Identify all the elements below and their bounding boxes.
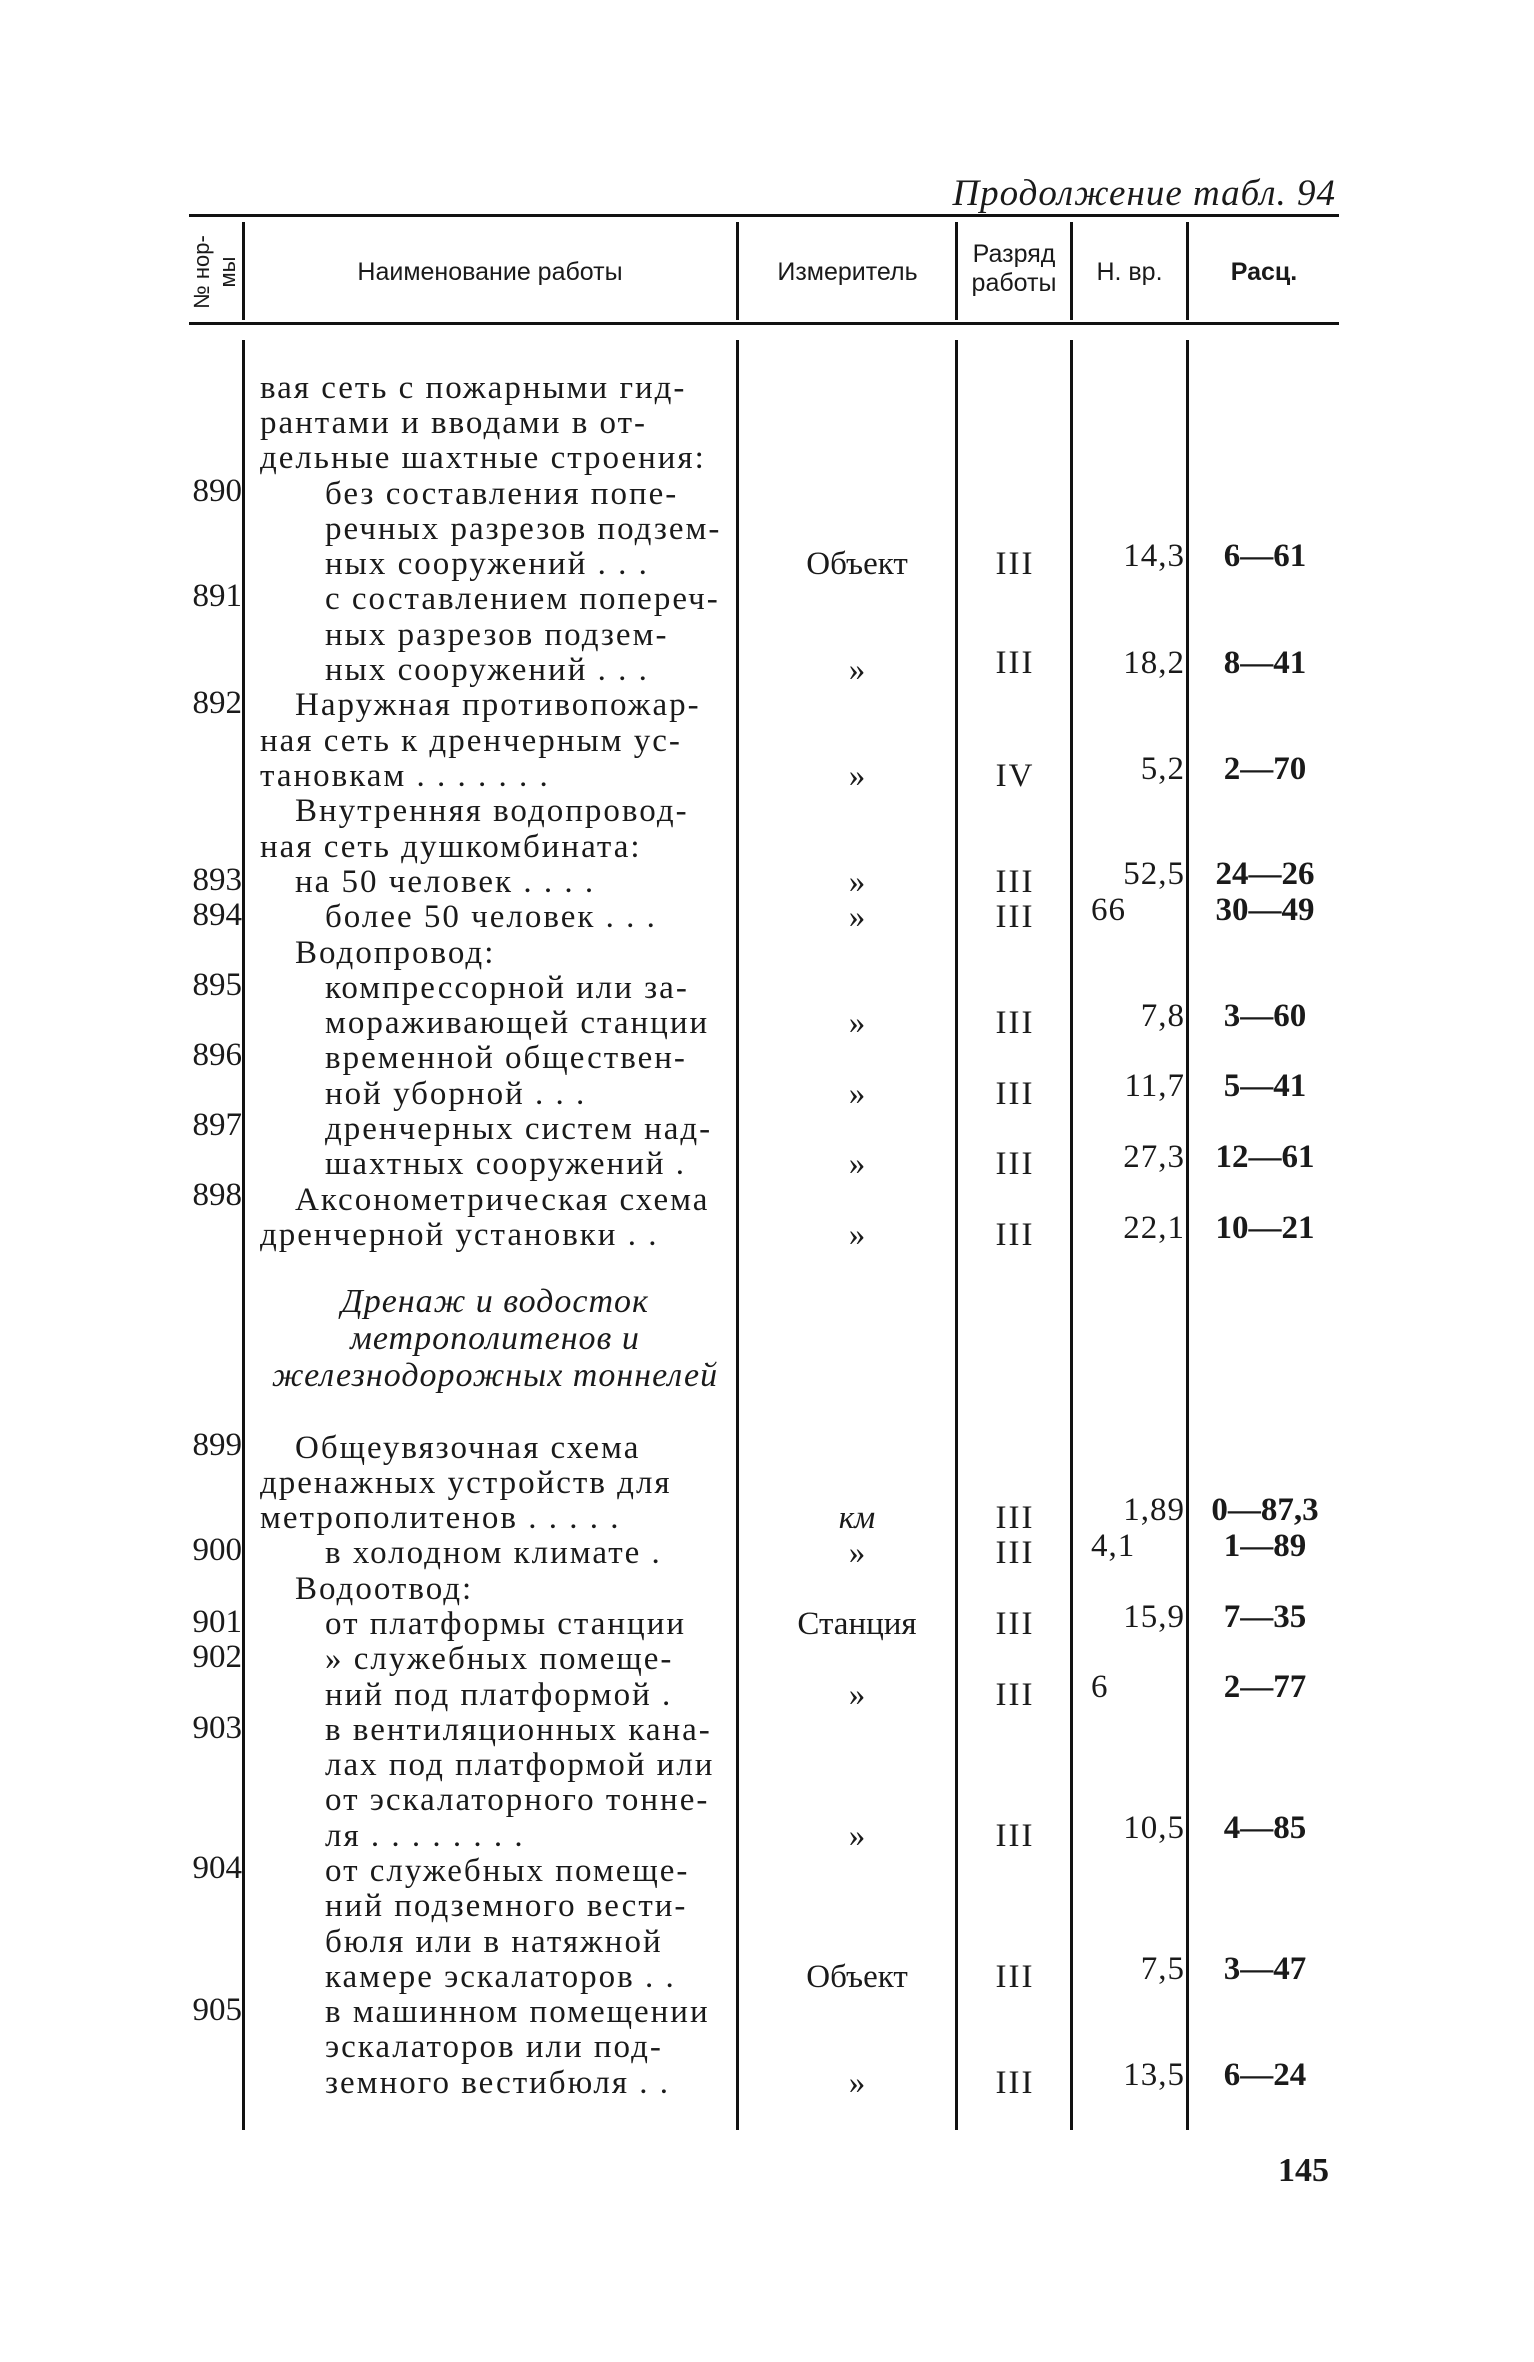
work-name-line: Наружная противопожар- xyxy=(295,687,701,723)
pay-cell: 12—61 xyxy=(1215,1139,1315,1175)
measure-cell: Объект xyxy=(806,546,908,582)
header-norm-number: № нор- мы xyxy=(189,235,240,309)
norm-number: 893 xyxy=(192,862,242,898)
work-name-line: компрессорной или за- xyxy=(325,970,689,1006)
work-name-line: ная сеть душкомбината: xyxy=(260,829,642,865)
work-name-line: » служебных помеще- xyxy=(325,1641,674,1677)
norm-number: 897 xyxy=(192,1107,242,1143)
work-name-line: эскалаторов или под- xyxy=(325,2029,663,2065)
pay-cell: 3—47 xyxy=(1223,1951,1307,1987)
hours-cell: 52,5 xyxy=(1123,856,1185,892)
work-name-line: ной уборной . . . xyxy=(325,1076,587,1112)
measure-cell: » xyxy=(848,2065,866,2101)
norm-number: 903 xyxy=(192,1710,242,1746)
work-name-line: временной обществен- xyxy=(325,1040,687,1076)
hours-cell: 15,9 xyxy=(1123,1599,1185,1635)
hours-cell: 66 xyxy=(1091,892,1126,928)
rank-cell: III xyxy=(995,1005,1035,1041)
work-name-line: ная сеть к дренчерным ус- xyxy=(260,723,682,759)
norm-number: 895 xyxy=(192,967,242,1003)
measure-cell: » xyxy=(848,1146,866,1182)
rank-cell: III xyxy=(995,1677,1035,1713)
work-name-line: земного вестибюля . . xyxy=(325,2065,671,2101)
rank-cell: III xyxy=(995,645,1035,681)
work-name-line: шахтных сооружений . xyxy=(325,1146,687,1182)
measure-cell: » xyxy=(848,1535,866,1571)
norm-number: 898 xyxy=(192,1177,242,1213)
hours-cell: 22,1 xyxy=(1123,1210,1185,1246)
work-name-line: Аксонометрическая схема xyxy=(295,1182,710,1218)
rank-cell: III xyxy=(995,1500,1035,1536)
pay-cell: 7—35 xyxy=(1223,1599,1307,1635)
measure-cell: » xyxy=(848,1217,866,1253)
hours-cell: 11,7 xyxy=(1124,1068,1185,1104)
norm-number: 892 xyxy=(192,685,242,721)
pay-cell: 6—61 xyxy=(1223,538,1307,574)
measure-cell: » xyxy=(848,1818,866,1854)
hours-cell: 7,8 xyxy=(1140,998,1185,1034)
pay-cell: 30—49 xyxy=(1215,892,1315,928)
work-name-line: бюля или в натяжной xyxy=(325,1924,663,1960)
rank-cell: III xyxy=(995,1146,1035,1182)
work-name-line: ных сооружений . . . xyxy=(325,652,649,688)
norm-number: 896 xyxy=(192,1037,242,1073)
hours-cell: 7,5 xyxy=(1140,1951,1185,1987)
header-work-name: Наименование работы xyxy=(357,258,623,286)
work-name-line: ля . . . . . . . . xyxy=(325,1818,525,1854)
work-name-line: с составлением попереч- xyxy=(325,581,720,617)
measure-cell: » xyxy=(848,1076,866,1112)
work-name-line: речных разрезов подзем- xyxy=(325,511,722,547)
rank-cell: III xyxy=(995,1959,1035,1995)
measure-cell: » xyxy=(848,1005,866,1041)
work-name-line: в вентиляционных кана- xyxy=(325,1712,712,1748)
rank-cell: III xyxy=(995,1076,1035,1112)
pay-cell: 6—24 xyxy=(1223,2057,1307,2093)
pay-cell: 0—87,3 xyxy=(1211,1492,1319,1528)
measure-cell: » xyxy=(848,652,866,688)
pay-cell: 3—60 xyxy=(1223,998,1307,1034)
norm-number: 894 xyxy=(192,897,242,933)
work-name-line: камере эскалаторов . . xyxy=(325,1959,676,1995)
rank-cell: III xyxy=(995,1818,1035,1854)
hours-cell: 1,89 xyxy=(1123,1492,1185,1528)
work-name-line: мораживающей станции xyxy=(325,1005,710,1041)
work-name-line: без составления попе- xyxy=(325,476,679,512)
work-name-line: ний подземного вести- xyxy=(325,1888,688,1924)
hours-cell: 18,2 xyxy=(1123,645,1185,681)
work-name-line: на 50 человек . . . . xyxy=(295,864,596,900)
norm-number: 899 xyxy=(192,1427,242,1463)
work-name-line: в машинном помещении xyxy=(325,1994,710,2030)
measure-cell: » xyxy=(848,1677,866,1713)
norm-number: 890 xyxy=(192,473,242,509)
rank-cell: III xyxy=(995,864,1035,900)
work-name-line: Водоотвод: xyxy=(295,1571,474,1607)
rank-cell: III xyxy=(995,546,1035,582)
pay-cell: 24—26 xyxy=(1215,856,1315,892)
section-heading-line: железнодорожных тоннелей xyxy=(271,1357,719,1394)
work-name-line: ных разрезов подзем- xyxy=(325,617,669,653)
work-name-line: от эскалаторного тонне- xyxy=(325,1782,710,1818)
norm-number: 902 xyxy=(192,1639,242,1675)
work-name-line: ний под платформой . xyxy=(325,1677,673,1713)
norm-number: 891 xyxy=(192,578,242,614)
pay-cell: 10—21 xyxy=(1215,1210,1315,1246)
pay-cell: 1—89 xyxy=(1223,1528,1307,1564)
work-name-line: от служебных помеще- xyxy=(325,1853,690,1889)
measure-cell: » xyxy=(848,758,866,794)
measure-cell: » xyxy=(848,899,866,935)
norm-number: 904 xyxy=(192,1850,242,1886)
column-divider xyxy=(736,340,739,2130)
section-heading-line: Дренаж и водосток xyxy=(341,1283,649,1320)
header-bottom-rule xyxy=(189,322,1339,325)
measure-cell: км xyxy=(838,1500,876,1536)
pay-cell: 5—41 xyxy=(1223,1068,1307,1104)
work-name-line: ных сооружений . . . xyxy=(325,546,649,582)
hours-cell: 6 xyxy=(1091,1669,1109,1705)
hours-cell: 10,5 xyxy=(1123,1810,1185,1846)
work-name-line: вая сеть с пожарными гид- xyxy=(260,370,687,406)
header-hours: Н. вр. xyxy=(1096,258,1163,286)
hours-cell: 4,1 xyxy=(1091,1528,1136,1564)
header-rank: Разряд работы xyxy=(971,240,1057,297)
work-name-line: от платформы станции xyxy=(325,1606,687,1642)
work-name-line: Общеувязочная схема xyxy=(295,1430,641,1466)
table-continuation-caption: Продолжение табл. 94 xyxy=(952,173,1336,214)
work-name-line: дренчерных систем над- xyxy=(325,1111,713,1147)
column-divider xyxy=(1186,340,1189,2130)
pay-cell: 4—85 xyxy=(1223,1810,1307,1846)
hours-cell: 27,3 xyxy=(1123,1139,1185,1175)
norm-number: 900 xyxy=(192,1532,242,1568)
measure-cell: » xyxy=(848,864,866,900)
work-name-line: дренчерной установки . . xyxy=(260,1217,659,1253)
header-top-rule xyxy=(189,214,1339,217)
pay-cell: 2—70 xyxy=(1223,751,1307,787)
pay-cell: 2—77 xyxy=(1223,1669,1307,1705)
work-name-line: Внутренняя водопровод- xyxy=(295,793,689,829)
header-measure: Измеритель xyxy=(777,258,918,286)
rank-cell: IV xyxy=(995,758,1035,794)
section-heading-line: метрополитенов и xyxy=(350,1320,640,1357)
hours-cell: 5,2 xyxy=(1140,751,1185,787)
pay-cell: 8—41 xyxy=(1223,645,1307,681)
rank-cell: III xyxy=(995,1535,1035,1571)
work-name-line: рантами и вводами в от- xyxy=(260,405,648,441)
work-name-line: лах под платформой или xyxy=(325,1747,715,1783)
hours-cell: 14,3 xyxy=(1123,538,1185,574)
rank-cell: III xyxy=(995,1606,1035,1642)
norm-number: 905 xyxy=(192,1992,242,2028)
rank-cell: III xyxy=(995,1217,1035,1253)
work-name-line: в холодном климате . xyxy=(325,1535,662,1571)
work-name-line: более 50 человек . . . xyxy=(325,899,657,935)
column-divider xyxy=(242,340,245,2130)
work-name-line: тановкам . . . . . . . xyxy=(260,758,550,794)
work-name-line: метрополитенов . . . . . xyxy=(260,1500,621,1536)
rank-cell: III xyxy=(995,2065,1035,2101)
column-divider xyxy=(1070,340,1073,2130)
norm-number: 901 xyxy=(192,1604,242,1640)
work-name-line: дренажных устройств для xyxy=(260,1465,672,1501)
header-pay: Расц. xyxy=(1230,258,1298,286)
hours-cell: 13,5 xyxy=(1123,2057,1185,2093)
page-number: 145 xyxy=(1278,2152,1329,2189)
measure-cell: Объект xyxy=(806,1959,908,1995)
rank-cell: III xyxy=(995,899,1035,935)
measure-cell: Станция xyxy=(797,1606,917,1642)
work-name-line: Водопровод: xyxy=(295,935,496,971)
work-name-line: дельные шахтные строения: xyxy=(260,440,706,476)
header-divider xyxy=(736,222,739,320)
